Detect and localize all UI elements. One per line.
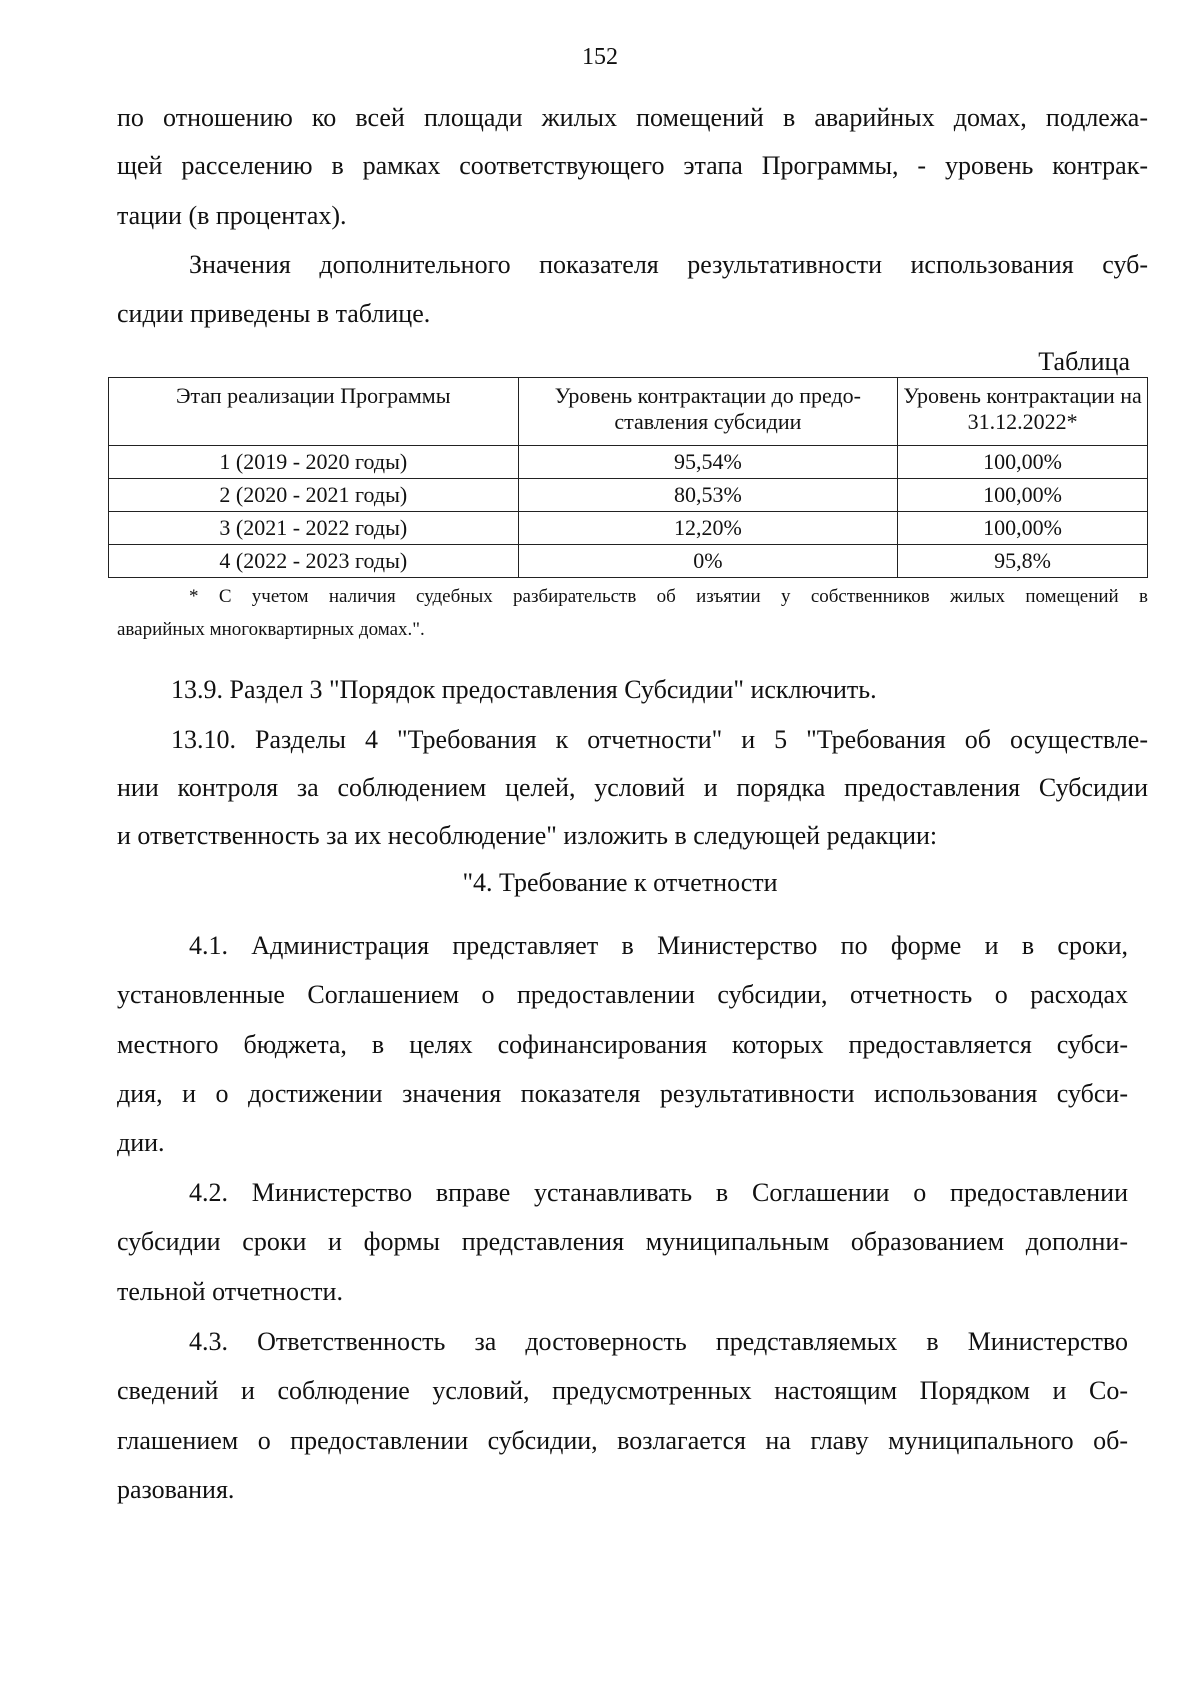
clause-4-3-line: разования.: [117, 1475, 235, 1504]
paragraph-line: сидии приведены в таблице.: [117, 299, 431, 328]
table-cell: 95,8%: [898, 545, 1148, 578]
table-row: [109, 479, 1148, 512]
page-number: 152: [582, 44, 618, 70]
table-cell: 100,00%: [898, 512, 1148, 545]
clause-4-1-line: дии.: [117, 1128, 165, 1157]
paragraph-line: щей расселению в рамках соответствующего этапа Программы, - уровень контрак-: [117, 151, 1148, 180]
clause-4-2-line: тельной отчетности.: [117, 1277, 343, 1306]
table-cell: 0%: [518, 545, 898, 578]
table-cell: 1 (2019 - 2020 годы): [109, 446, 519, 479]
table-header-cell: Уровень контрактации на 31.12.2022*: [898, 378, 1148, 446]
clause-13-10-line: 13.10. Разделы 4 "Требования к отчетности" и 5 "Требования об осуществле-: [171, 725, 1148, 754]
paragraph-line: Значения дополнительного показателя результативности использования суб-: [189, 250, 1148, 279]
table-header-cell-text: Уровень контрактации до предо-ставления субсидии: [554, 383, 861, 435]
table-cell: 3 (2021 - 2022 годы): [109, 512, 519, 545]
clause-4-2-line: 4.2. Министерство вправе устанавливать в Соглашении о предоставлении: [189, 1178, 1128, 1207]
data-table: [108, 377, 1148, 578]
clause-13-9: 13.9. Раздел 3 "Порядок предоставления Субсидии" исключить.: [171, 675, 877, 704]
clause-4-3-line: 4.3. Ответственность за достоверность представляемых в Министерство: [189, 1327, 1128, 1356]
table-header-cell: Этап реализации Программы: [109, 378, 519, 446]
clause-4-1-line: 4.1. Администрация представляет в Министерство по форме и в сроки,: [189, 931, 1128, 960]
table-row: [109, 512, 1148, 545]
table-cell: 80,53%: [518, 479, 898, 512]
table-caption: Таблица: [1038, 347, 1130, 376]
table-row: [109, 545, 1148, 578]
table-cell: 95,54%: [518, 446, 898, 479]
clause-4-3-line: глашением о предоставлении субсидии, возлагается на главу муниципального об-: [117, 1426, 1128, 1455]
clause-4-3-line: сведений и соблюдение условий, предусмотренных настоящим Порядком и Со-: [117, 1376, 1128, 1405]
table-cell: 4 (2022 - 2023 годы): [109, 545, 519, 578]
table-cell: 100,00%: [898, 446, 1148, 479]
table-header-cell: [518, 378, 898, 446]
section-heading: "4. Требование к отчетности: [462, 868, 778, 897]
clause-4-2-line: субсидии сроки и формы представления муниципальным образованием дополни-: [117, 1227, 1128, 1256]
table-footnote-line: * С учетом наличия судебных разбирательств об изъятии у собственников жилых помещений в: [189, 586, 1148, 607]
table-header-row: [109, 378, 1148, 446]
clause-4-1-line: установленные Соглашением о предоставлении субсидии, отчетность о расходах: [117, 980, 1128, 1009]
paragraph-line: по отношению ко всей площади жилых помещений в аварийных домах, подлежа-: [117, 103, 1148, 132]
table-footnote-line: аварийных многоквартирных домах.".: [117, 619, 425, 640]
paragraph-line: тации (в процентах).: [117, 201, 347, 230]
table-cell: 2 (2020 - 2021 годы): [109, 479, 519, 512]
clause-4-1-line: дия, и о достижении значения показателя результативности использования субси-: [117, 1079, 1128, 1108]
clause-13-10-line: нии контроля за соблюдением целей, условий и порядка предоставления Субсидии: [117, 773, 1148, 802]
table-cell: 12,20%: [518, 512, 898, 545]
clause-4-1-line: местного бюджета, в целях софинансирования которых предоставляется субси-: [117, 1030, 1128, 1059]
table-row: [109, 446, 1148, 479]
clause-13-10-line: и ответственность за их несоблюдение" изложить в следующей редакции:: [117, 821, 938, 850]
table-cell: 100,00%: [898, 479, 1148, 512]
